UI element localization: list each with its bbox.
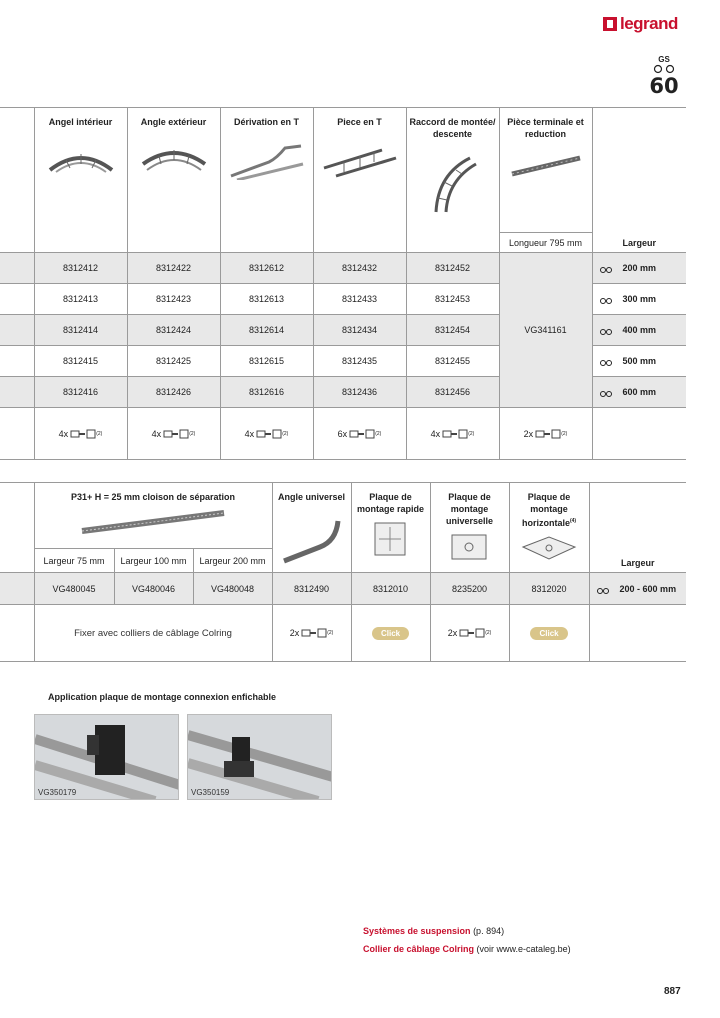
- screw-nut-icon: [70, 428, 96, 440]
- screw-nut-icon: [349, 428, 375, 440]
- application-photo: [34, 714, 179, 800]
- col-piece-en-t: [313, 108, 406, 253]
- table-row: [0, 253, 686, 284]
- reference-detail: (p. 894): [473, 926, 505, 936]
- article-code: 8312456: [406, 377, 499, 408]
- outer-bend-image: [139, 142, 209, 176]
- note-ref: (2): [282, 430, 289, 437]
- tee-piece-image: [322, 142, 398, 180]
- fix-qty: 2x: [447, 628, 458, 638]
- fixing-row: [0, 408, 686, 460]
- width-value: 400 mm: [622, 325, 657, 335]
- note-ref: (2): [468, 430, 475, 437]
- largeur-label: Largeur: [622, 238, 656, 248]
- reference-label[interactable]: Collier de câblage Colring: [363, 944, 475, 954]
- largeur-label: Largeur: [621, 558, 655, 568]
- header-label: Plaque de montage rapide: [357, 492, 425, 514]
- screw-nut-icon: [163, 428, 189, 440]
- terminal-code-cell: [499, 253, 592, 408]
- col-angle-exterieur: [127, 108, 220, 253]
- header-label: Angle universel: [278, 492, 346, 502]
- article-code: 8312422: [127, 253, 220, 284]
- article-code: 8312436: [313, 377, 406, 408]
- header-label: Angel intérieur: [48, 117, 113, 127]
- article-code: 8312010: [351, 573, 430, 605]
- length-cell: [499, 233, 592, 253]
- screw-nut-icon: [459, 627, 485, 639]
- article-code: 8312020: [509, 573, 589, 605]
- screw-nut-icon: [442, 428, 468, 440]
- header-label: Plaque de montage horizontale: [521, 492, 571, 528]
- header-label: Pièce terminale et reduction: [507, 117, 584, 139]
- note-ref: (2): [96, 430, 103, 437]
- legrand-logo: [603, 14, 678, 34]
- header-largeur: [589, 483, 686, 573]
- col-angel-interieur: [34, 108, 127, 253]
- fixing-row: [0, 605, 686, 662]
- fix-text: Fixer avec colliers de câblage Colring: [74, 627, 232, 639]
- article-code: 8312414: [34, 315, 127, 346]
- article-code: 8312432: [313, 253, 406, 284]
- article-code: 8312455: [406, 346, 499, 377]
- fix-qty: 6x: [337, 428, 348, 439]
- header-label: Angle extérieur: [140, 117, 207, 127]
- left-blank: [0, 108, 34, 253]
- header-largeur: [592, 108, 686, 253]
- note-ref: (2): [189, 430, 196, 437]
- col-plaque-universelle: [430, 483, 509, 573]
- article-code: 8312412: [34, 253, 127, 284]
- article-code: 8312416: [34, 377, 127, 408]
- header-label: Piece en T: [337, 117, 382, 127]
- gs-small-icon: [599, 355, 613, 367]
- fix-qty: 4x: [151, 428, 162, 439]
- article-code: 8312433: [313, 284, 406, 315]
- cross-references: [363, 922, 571, 958]
- fix-qty: 4x: [58, 428, 69, 439]
- divider-image: [78, 509, 228, 535]
- note-ref: (4): [569, 518, 577, 524]
- article-code: 8312453: [406, 284, 499, 315]
- length-label: Longueur 795 mm: [508, 237, 583, 248]
- article-code: 8312434: [313, 315, 406, 346]
- article-code: VG341161: [524, 325, 567, 335]
- header-label: P31+ H = 25 mm cloison de séparation: [70, 492, 236, 502]
- note-ref: (2): [375, 430, 382, 437]
- application-photo: [187, 714, 332, 800]
- fix-qty: 4x: [430, 428, 441, 439]
- brand-name: legrand: [620, 14, 678, 33]
- header-label: Raccord de montée/ descente: [409, 117, 496, 139]
- screw-nut-icon: [535, 428, 561, 440]
- fix-qty: 2x: [523, 428, 534, 439]
- article-code: 8312452: [406, 253, 499, 284]
- screw-nut-icon: [301, 627, 327, 639]
- note-ref: (2): [485, 630, 492, 636]
- sub-width-label: Largeur 75 mm: [34, 549, 114, 573]
- article-code: 8312616: [220, 377, 313, 408]
- page-number: 887: [664, 986, 681, 997]
- note-ref: (2): [561, 430, 568, 437]
- article-code: 8312413: [34, 284, 127, 315]
- riser-image: [428, 154, 478, 214]
- legrand-logo-icon: [603, 17, 617, 31]
- universal-plate-image: [448, 533, 492, 565]
- universal-angle-image: [280, 517, 344, 565]
- accessories-table: [0, 107, 686, 460]
- gs-code: GS: [658, 55, 670, 64]
- gs-number: 60: [649, 74, 679, 98]
- table-row: [0, 573, 686, 605]
- gs-badge: [648, 55, 680, 96]
- reference-label[interactable]: Systèmes de suspension: [363, 926, 471, 936]
- gs-small-icon: [599, 262, 613, 274]
- col-angle-universel: [272, 483, 351, 573]
- article-code: 8312612: [220, 253, 313, 284]
- width-value: 300 mm: [622, 294, 657, 304]
- quick-plate-image: [369, 521, 413, 559]
- col-piece-terminale: [499, 108, 592, 233]
- article-code: 8312615: [220, 346, 313, 377]
- article-code: 8312424: [127, 315, 220, 346]
- reference-item[interactable]: [363, 922, 571, 940]
- reference-detail: (voir www.e-cataleg.be): [476, 944, 571, 954]
- click-badge: Click: [372, 627, 409, 640]
- article-code: 8312454: [406, 315, 499, 346]
- gs-small-icon: [599, 386, 613, 398]
- width-value: 200 - 600 mm: [619, 583, 677, 594]
- gs-small-icon: [599, 293, 613, 305]
- screw-nut-icon: [256, 428, 282, 440]
- article-code: 8312613: [220, 284, 313, 315]
- width-value: 500 mm: [622, 356, 657, 366]
- gs-small-icon: [596, 583, 610, 595]
- article-code: 8312435: [313, 346, 406, 377]
- fix-qty: 2x: [289, 628, 300, 638]
- gs-small-icon: [599, 324, 613, 336]
- application-title: Application plaque de montage connexion enfichable: [48, 692, 277, 702]
- end-piece-image: [510, 154, 582, 178]
- col-derivation-en-t: [220, 108, 313, 253]
- article-code: VG480048: [193, 573, 272, 605]
- article-code: VG480045: [34, 573, 114, 605]
- sub-width-label: Largeur 100 mm: [114, 549, 193, 573]
- article-code: 8312415: [34, 346, 127, 377]
- inner-bend-image: [46, 142, 116, 176]
- article-code: 8235200: [430, 573, 509, 605]
- header-label: Dérivation en T: [233, 117, 299, 127]
- t-branch-image: [229, 142, 305, 180]
- click-badge: Click: [530, 627, 567, 640]
- width-value: 600 mm: [622, 387, 657, 397]
- sub-width-label: Largeur 200 mm: [193, 549, 272, 573]
- col-plaque-rapide: [351, 483, 430, 573]
- col-plaque-horizontale: [509, 483, 589, 573]
- photo-code: VG350179: [38, 788, 77, 797]
- reference-item[interactable]: [363, 940, 571, 958]
- fix-text-cell: [34, 605, 272, 662]
- col-cloison: [34, 483, 272, 549]
- article-code: 8312490: [272, 573, 351, 605]
- mounting-table: [0, 482, 686, 662]
- photo-code: VG350159: [191, 788, 230, 797]
- note-ref: (2): [327, 630, 334, 636]
- width-value: 200 mm: [622, 263, 657, 273]
- article-code: 8312423: [127, 284, 220, 315]
- horizontal-plate-image: [519, 533, 579, 563]
- article-code: 8312426: [127, 377, 220, 408]
- fix-qty: 4x: [244, 428, 255, 439]
- col-raccord: [406, 108, 499, 253]
- suspension-icon: [653, 64, 675, 74]
- header-label: Plaque de montage universelle: [446, 492, 494, 526]
- article-code: VG480046: [114, 573, 193, 605]
- article-code: 8312425: [127, 346, 220, 377]
- article-code: 8312614: [220, 315, 313, 346]
